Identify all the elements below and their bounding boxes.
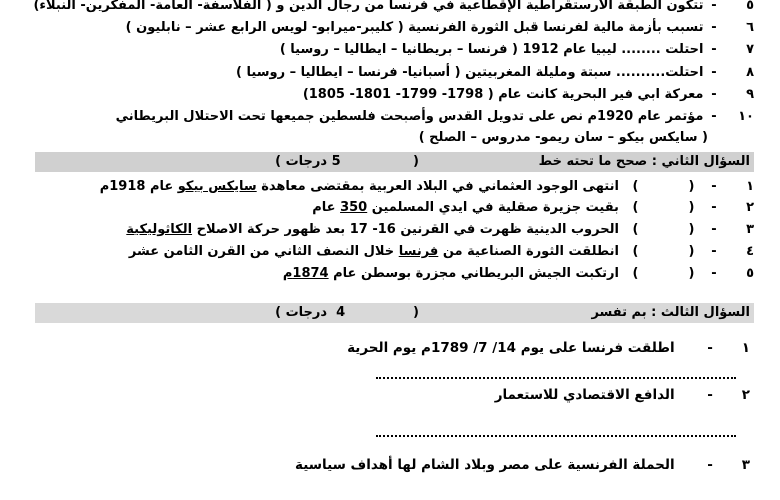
s2-item-2: ٢- () بقيت جزيرة صقلية في ايدي المسلمين 350 عام (312, 200, 754, 215)
item-text: معركة ابي فير البحرية كانت عام ( 1798- 1799- 1801- 1805) (302, 87, 704, 102)
item-options: ( سايكس بيكو – سان ريمو- مدروس – الصلح ) (418, 130, 708, 145)
s3-item-2: ٢- الدافع الاقتصادي للاستعمار (494, 387, 750, 403)
item-text: تسبب بأزمة مالية لفرنسا قبل الثورة الفرنسية ( كليبر-ميرابو- لويس الرابع عشر – نابليون ) (125, 20, 704, 35)
item-text: بقيت جزيرة صقلية في ايدي المسلمين (367, 200, 619, 215)
answer-box[interactable] (623, 199, 703, 217)
paren-close: ) (632, 244, 639, 259)
paren-close: ) (632, 222, 639, 237)
section3-score: ( 4 درجات ) (275, 305, 419, 320)
paren-open: ( (688, 244, 695, 259)
section2-score: ( 5 درجات ) (275, 154, 419, 169)
item-number: ٦ (746, 20, 754, 35)
s2-item-4: ٤- () انطلقت الثورة الصناعية من فرنسا خلال النصف الثاني من القرن الثامن عشر (128, 244, 754, 259)
paren-close: ) (632, 179, 639, 194)
item-text: الحروب الدينية ظهرت في القرنين 16- 17 بعد ظهور حركة الاصلاح (192, 222, 619, 237)
item-number: ٢ (746, 200, 754, 215)
section2-title: السؤال الثاني : صحح ما تحته خط (538, 154, 750, 169)
section2-header (35, 152, 754, 172)
item-number: ١ (746, 179, 754, 194)
item-number: ٧ (746, 42, 754, 57)
item-number: ١ (741, 340, 750, 356)
item-text: اطلقت فرنسا على يوم 14/ 7/ 1789م يوم الحرية (347, 340, 675, 356)
underlined-term: 1874م (282, 266, 329, 281)
item-text: احتلت ........ ليبيا عام 1912 ( فرنسا – بريطانيا – ايطاليا – روسيا ) (279, 42, 704, 57)
underlined-term: فرنسا (398, 244, 439, 259)
underlined-term: 350 (340, 200, 368, 215)
item-text-end: عام (312, 200, 341, 215)
s1-item-6: ٦- تسبب بأزمة مالية لفرنسا قبل الثورة الفرنسية ( كليبر-ميرابو- لويس الرابع عشر – نابليون ) (125, 20, 754, 35)
item-text: ارتكبت الجيش البريطاني مجزرة بوسطن عام (328, 266, 619, 281)
answer-line[interactable] (376, 435, 736, 437)
item-text: الحملة الفرنسية على مصر وبلاد الشام لها أهداف سياسية (295, 457, 675, 473)
item-text: انطلقت الثورة الصناعية من (438, 244, 619, 259)
s2-item-5: ٥- () ارتكبت الجيش البريطاني مجزرة بوسطن عام 1874م (282, 266, 754, 281)
s3-item-1: ١- اطلقت فرنسا على يوم 14/ 7/ 1789م يوم الحرية (347, 340, 750, 356)
s1-item-5: ٥- تتكون الطبقة الارستقراطية الإقطاعية في فرنسا من رجال الدين و ( الفلاسفة- العامة- المفكرين- النبلاء) (40, 0, 754, 15)
paren-close: ) (632, 266, 639, 281)
item-number: ٤ (746, 244, 754, 259)
item-number: ٨ (746, 65, 754, 80)
item-text-end: خلال النصف الثاني من القرن الثامن عشر (128, 244, 399, 259)
paren-open: ( (688, 266, 695, 281)
paren-open: ( (688, 200, 695, 215)
s2-item-3: ٣- () الحروب الدينية ظهرت في القرنين 16- 17 بعد ظهور حركة الاصلاح الكاثوليكية (126, 222, 754, 237)
answer-box[interactable] (623, 221, 703, 239)
item-number: ٩ (746, 87, 754, 102)
paren-close: ) (632, 200, 639, 215)
item-text: الدافع الاقتصادي للاستعمار (494, 387, 675, 403)
s1-item-8: ٨- احتلت.......... سبتة ومليلة المغربيتين ( أسبانيا- فرنسا – ايطاليا – روسيا ) (236, 65, 754, 80)
answer-box[interactable] (623, 265, 703, 283)
section3-header (35, 303, 754, 323)
item-text-end: عام 1918م (99, 179, 178, 194)
item-text: تتكون الطبقة الارستقراطية الإقطاعية في فرنسا من رجال الدين و ( الفلاسفة- العامة- المفكرين- النبلاء) (33, 0, 704, 13)
s1-item-10: ١٠- مؤتمر عام 1920م نص على تدويل القدس وأصبحت فلسطين جميعها تحت الاحتلال البريطاني (115, 109, 754, 124)
answer-box[interactable] (623, 243, 703, 261)
answer-line[interactable] (376, 377, 736, 379)
underlined-term: سايكس بيكو (177, 179, 257, 194)
item-number: ٣ (746, 222, 754, 237)
item-number: ٢ (741, 387, 750, 403)
section3-title: السؤال الثالث : بم تفسر (591, 305, 750, 320)
paren-open: ( (688, 179, 695, 194)
s2-item-1: ١- () انتهى الوجود العثماني في البلاد العربية بمقتضى معاهدة سايكس بيكو عام 1918م (99, 179, 754, 194)
s3-item-3: ٣- الحملة الفرنسية على مصر وبلاد الشام لها أهداف سياسية (295, 457, 750, 473)
item-text: مؤتمر عام 1920م نص على تدويل القدس وأصبحت فلسطين جميعها تحت الاحتلال البريطاني (115, 109, 704, 124)
answer-box[interactable] (623, 178, 703, 196)
s1-item-7: ٧- احتلت ........ ليبيا عام 1912 ( فرنسا – بريطانيا – ايطاليا – روسيا ) (279, 42, 754, 57)
underlined-term: الكاثوليكية (126, 222, 193, 237)
item-text: احتلت.......... سبتة ومليلة المغربيتين ( أسبانيا- فرنسا – ايطاليا – روسيا ) (236, 65, 704, 80)
s1-item-10-options (40, 129, 708, 147)
item-number: ٣ (741, 457, 750, 473)
item-number: ١٠ (738, 109, 754, 124)
item-number: ٥ (746, 0, 754, 13)
item-text: انتهى الوجود العثماني في البلاد العربية بمقتضى معاهدة (256, 179, 619, 194)
item-number: ٥ (746, 266, 754, 281)
s1-item-9: ٩- معركة ابي فير البحرية كانت عام ( 1798- 1799- 1801- 1805) (302, 87, 754, 102)
paren-open: ( (688, 222, 695, 237)
